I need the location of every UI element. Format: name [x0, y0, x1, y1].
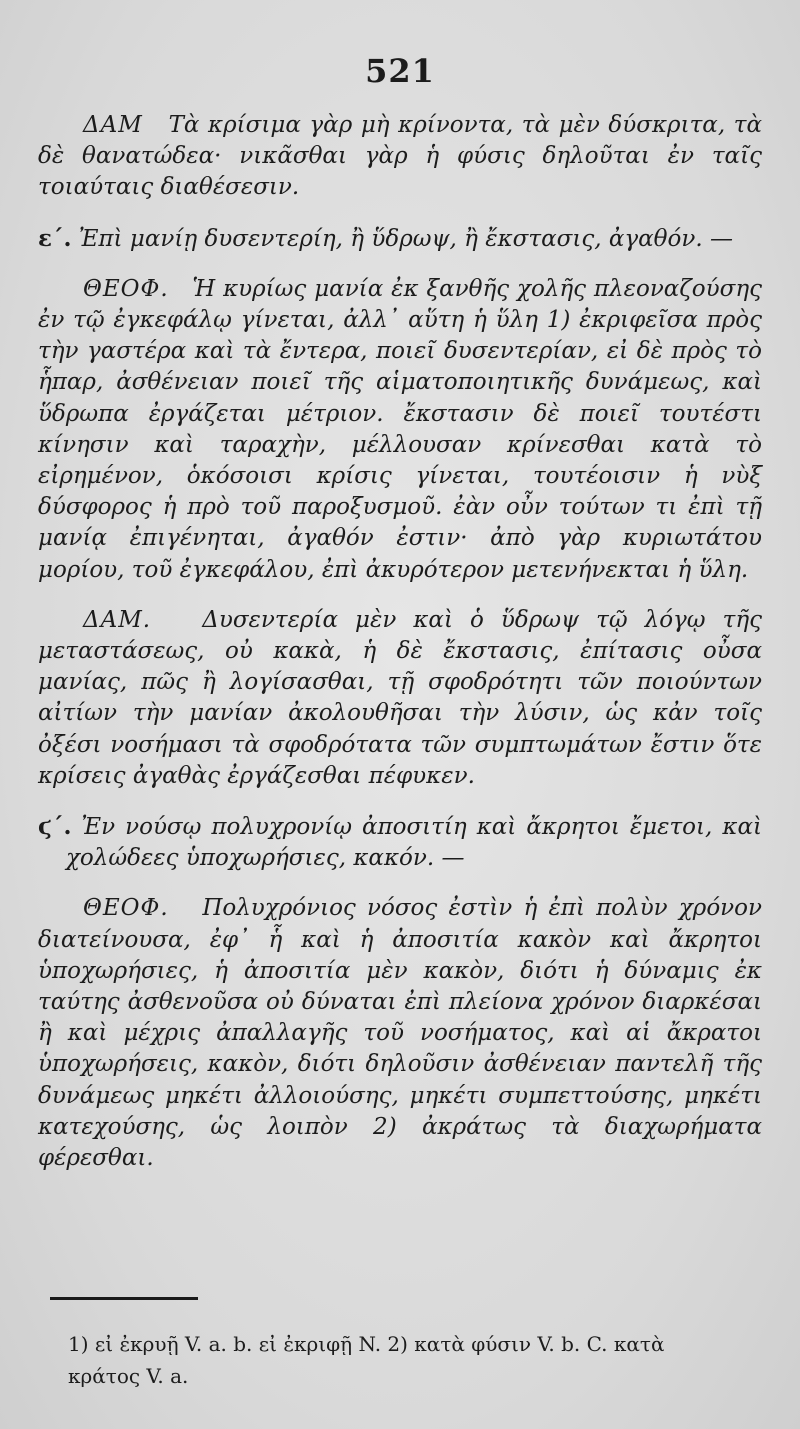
paragraph-theoph-1 — [38, 274, 762, 586]
footnote-line: 1) εἰ ἐκρυῇ V. a. b. εἰ ἐκριφῇ N. 2) κατὰ φύσιν V. b. C. κατὰ — [68, 1332, 665, 1356]
aphorism-text: Ἐν νούσῳ πολυχρονίῳ ἀποσιτίη καὶ ἄκρητοι ἔμετοι, καὶ χολώδεες ὑποχωρήσιες, κακόν. — — [66, 814, 762, 872]
paragraph-text: Ἡ κυρίως μανία ἐκ ξανθῆς χολῆς πλεοναζούσης ἐν τῷ ἐγκεφάλῳ γίνεται, ἀλλ᾽ αὕτη ἡ ὕλη 1) ἐκριφεῖσα πρὸς τὴν γαστέρα καὶ τὰ ἔντερα, ποιεῖ δυσεντερίαν, εἰ δὲ πρὸς τὸ ἧπαρ, ἀσθένειαν ποιεῖ τῆς αἱματοποιητικῆς δυνάμεως, καὶ ὕδρωπα ἐργάζεται μέτριον. ἔκστασιν δὲ ποιεῖ τουτέστι κίνησιν καὶ ταραχὴν, μέλλουσαν κρίνεσθαι κατὰ τὸ εἰρημένον, ὁκόσοισι κρίσις γίνεται, τουτέοισιν ἡ νὺξ δύσφορος ἡ πρὸ τοῦ παροξυσμοῦ. ἐὰν οὖν τούτων τι ἐπὶ τῇ μανίᾳ ἐπιγένηται, ἀγαθόν ἐστιν· ἀπὸ γὰρ κυριωτάτου μορίου, τοῦ ἐγκεφάλου, ἐπὶ ἀκυρότερον μετενήνεκται ἡ ὕλη. — [38, 275, 762, 583]
speaker-label: ΘΕΟΦ. — [83, 895, 169, 922]
paragraph-text: Πολυχρόνιος νόσος ἐστὶν ἡ ἐπὶ πολὺν χρόνον διατείνουσα, ἐφ᾽ ἧ καὶ ἡ ἀποσιτία κακὸν καὶ ἄκρητοι ὑποχωρήσιες, ἡ ἀποσιτία μὲν κακὸν, διότι ἡ δύναμις ἐκ ταύτης ἀσθενοῦσα οὐ δύναται ἐπὶ πλείονα χρόνον διαρκέσαι ἢ καὶ μέχρις ἀπαλλαγῆς τοῦ νοσήματος, καὶ αἱ ἄκρατοι ὑποχωρήσεις, κακὸν, διότι δηλοῦσιν ἀσθένειαν παντελῆ τῆς δυνάμεως μηκέτι ἀλλοιούσης, μηκέτι συμπεττούσης, μηκέτι κατεχούσης, ὡς λοιπὸν 2) ἀκράτως τὰ διαχωρήματα φέρεσθαι. — [38, 895, 762, 1172]
paragraph-text: Δυσεντερία μὲν καὶ ὁ ὕδρωψ τῷ λόγῳ τῆς μεταστάσεως, οὐ κακὰ, ἡ δὲ ἔκστασις, ἐπίτασις οὖσα μανίας, πῶς ἢ λογίσασθαι, τῇ σφοδρότητι τῶν ποιούντων αἰτίων τὴν μανίαν ἀκολουθῆσαι τὴν λύσιν, ὡς κἀν τοῖς ὀξέσι νοσήμασι τὰ σφοδρότατα τῶν συμπτωμάτων ἔστιν ὅτε κρίσεις ἀγαθὰς ἐργάζεσθαι πέφυκεν. — [38, 606, 762, 789]
main-text — [38, 110, 762, 1193]
paragraph-text: Τὰ κρίσιμα γὰρ μὴ κρίνοντα, τὰ μὲν δύσκριτα, τὰ δὲ θανατώδεα· νικᾶσθαι γὰρ ἡ φύσις δηλοῦται ἐν ταῖς τοιαύταις διαθέσεσιν. — [38, 112, 762, 201]
aphorism-6 — [38, 811, 762, 874]
footnote-line: κράτος V. a. — [68, 1364, 189, 1388]
page-number: 521 — [365, 52, 435, 90]
aphorism-5 — [38, 223, 762, 255]
aphorism-number: ε΄. — [38, 224, 72, 252]
speaker-label: ΔΑΜ. — [83, 606, 152, 633]
aphorism-text: Ἐπὶ μανίῃ δυσεντερίη, ἢ ὕδρωψ, ἢ ἔκστασις, ἀγαθόν. — — [78, 225, 733, 252]
paragraph-dam-1 — [38, 110, 762, 204]
footnote-rule — [50, 1297, 198, 1300]
aphorism-number: ϛ΄. — [38, 813, 72, 841]
footnotes — [68, 1328, 768, 1392]
speaker-label: ΘΕΟΦ. — [83, 275, 169, 302]
paragraph-dam-2 — [38, 605, 762, 792]
speaker-label: ΔΑΜ — [83, 112, 143, 138]
paragraph-theoph-2 — [38, 893, 762, 1174]
